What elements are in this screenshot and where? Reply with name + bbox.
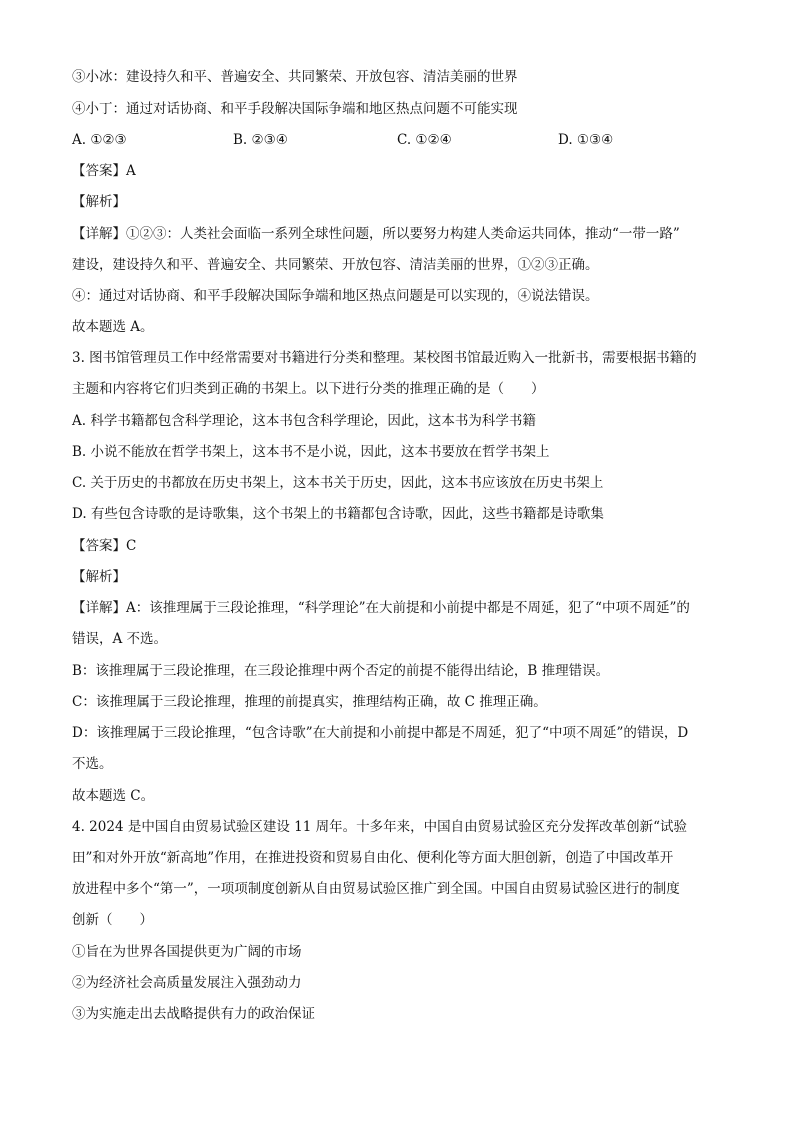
q2-detail-line-3: ④：通过对话协商、和平手段解决国际争端和地区热点问题是可以实现的，④说法错误。 [72, 288, 599, 304]
q3-answer: 【答案】C [72, 538, 137, 554]
q2-option-d: D. ①③④ [558, 132, 614, 148]
q3-detail-d-line-1: D：该推理属于三段论推理，“包含诗歌”在大前提和小前提中都是不周延，犯了“中项不周延”的错误，D [72, 725, 689, 741]
q3-conclusion: 故本题选 C。 [72, 788, 155, 804]
q3-stem-line-2: 主题和内容将它们归类到正确的书架上。以下进行分类的推理正确的是（ ） [72, 381, 545, 397]
q2-detail-line-2: 建设，建设持久和平、普遍安全、共同繁荣、开放包容、清洁美丽的世界，①②③正确。 [72, 257, 599, 273]
q4-stem-line-1: 4. 2024 是中国自由贸易试验区建设 11 周年。十多年来，中国自由贸易试验区充分发挥改革创新“试验 [72, 819, 687, 835]
q4-item-2: ②为经济社会高质量发展注入强劲动力 [72, 975, 302, 991]
q3-detail-a-line-1: 【详解】A：该推理属于三段论推理，“科学理论”在大前提和小前提中都是不周延，犯了“中项不周延”的 [72, 600, 690, 616]
q3-analysis-tag: 【解析】 [72, 569, 126, 585]
q3-option-b: B. 小说不能放在哲学书架上，这本书不是小说，因此，这本书要放在哲学书架上 [72, 444, 550, 460]
q2-detail-line-1: 【详解】①②③：人类社会面临一系列全球性问题，所以要努力构建人类命运共同体，推动“一带一路” [72, 226, 680, 242]
q3-option-a: A. 科学书籍都包含科学理论，这本书包含科学理论，因此，这本书为科学书籍 [72, 413, 536, 429]
q4-stem-line-3: 放进程中多个“第一”，一项项制度创新从自由贸易试验区推广到全国。中国自由贸易试验区进行的制度 [72, 881, 680, 897]
q3-option-c: C. 关于历史的书都放在历史书架上，这本书关于历史，因此，这本书应该放在历史书架上 [72, 475, 604, 491]
q2-option-a: A. ①②③ [72, 132, 127, 148]
q2-option-b: B. ②③④ [233, 132, 288, 148]
q4-item-3: ③为实施走出去战略提供有力的政治保证 [72, 1006, 315, 1022]
q2-answer: 【答案】A [72, 163, 136, 179]
q3-detail-a-line-2: 错误，A 不选。 [72, 631, 168, 647]
q3-detail-d-line-2: 不选。 [72, 756, 113, 772]
q3-detail-b: B：该推理属于三段论推理，在三段论推理中两个否定的前提不能得出结论，B 推理错误。 [72, 663, 610, 679]
q4-stem-line-4: 创新（ ） [72, 912, 153, 928]
q2-item-4: ④小丁：通过对话协商、和平手段解决国际争端和地区热点问题不可能实现 [72, 101, 518, 117]
q3-option-d: D. 有些包含诗歌的是诗歌集，这个书架上的书籍都包含诗歌，因此，这些书籍都是诗歌集 [72, 506, 604, 522]
q2-conclusion: 故本题选 A。 [72, 319, 154, 335]
q3-stem-line-1: 3. 图书馆管理员工作中经常需要对书籍进行分类和整理。某校图书馆最近购入一批新书，需要根据书籍的 [72, 350, 697, 366]
q2-analysis-tag: 【解析】 [72, 194, 126, 210]
q4-stem-line-2: 田”和对外开放“新高地”作用，在推进投资和贸易自由化、便利化等方面大胆创新，创造了中国改革开 [72, 850, 674, 866]
q4-item-1: ①旨在为世界各国提供更为广阔的市场 [72, 944, 302, 960]
q2-option-c: C. ①②④ [397, 132, 452, 148]
q2-options-row [72, 131, 732, 149]
q3-detail-c: C：该推理属于三段论推理，推理的前提真实，推理结构正确，故 C 推理正确。 [72, 694, 547, 710]
q2-item-3: ③小冰：建设持久和平、普遍安全、共同繁荣、开放包容、清洁美丽的世界 [72, 69, 518, 85]
